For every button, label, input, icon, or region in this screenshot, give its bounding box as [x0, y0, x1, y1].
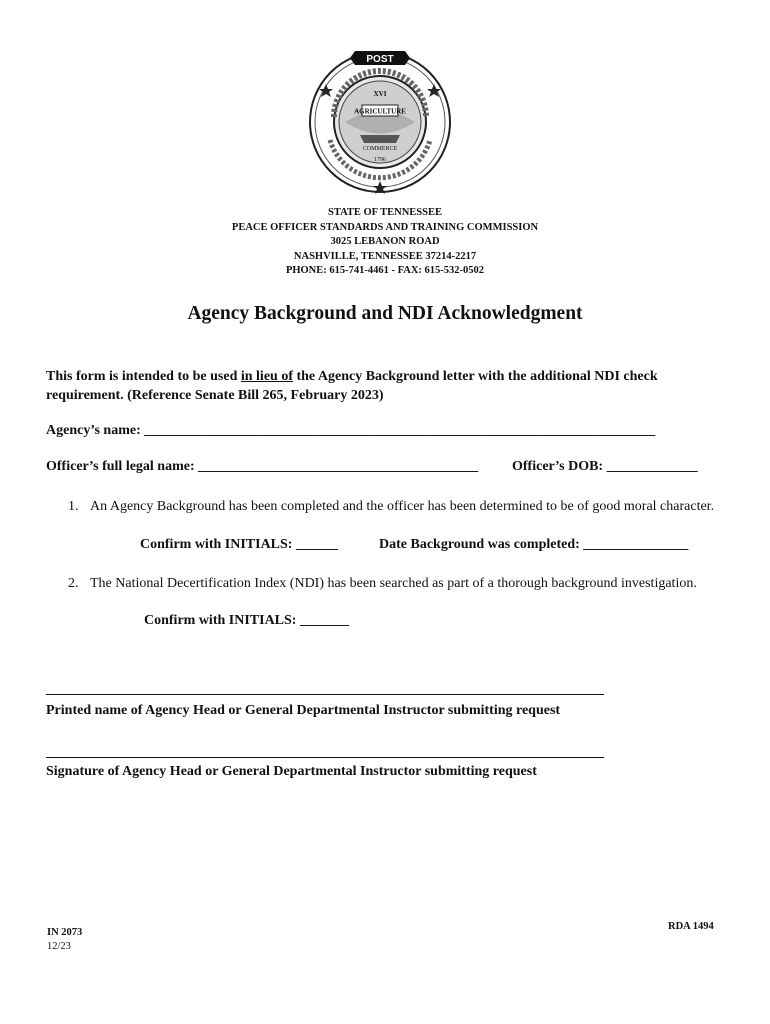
intro-text-start: This form is intended to be used: [46, 369, 241, 384]
item-text: An Agency Background has been completed and the officer has been determined to be of good moral character.: [90, 499, 715, 514]
tennessee-post-seal-icon: [300, 45, 460, 195]
confirm-initials-field[interactable]: Confirm with INITIALS: ______: [140, 537, 338, 552]
page-title: Agency Background and NDI Acknowledgment: [187, 303, 583, 324]
svg-text:1796: 1796: [374, 157, 386, 163]
printed-name-label: Printed name of Agency Head or General Departmental Instructor submitting request: [46, 703, 561, 718]
agency-header: [0, 206, 770, 279]
form-revision: 12/23: [47, 941, 71, 952]
item-text: The National Decertification Index (NDI) has been searched as part of a thorough background investigation.: [90, 576, 697, 591]
list-item: [68, 574, 728, 593]
svg-text:XVI: XVI: [373, 90, 387, 98]
svg-text:AGRICULTURE: AGRICULTURE: [354, 107, 406, 116]
list-item: [68, 497, 728, 516]
officer-dob-field[interactable]: Officer’s DOB: _____________: [512, 459, 698, 474]
commission-name: PEACE OFFICER STANDARDS AND TRAINING COMMISSION: [231, 221, 539, 233]
item-number: 2.: [68, 576, 79, 591]
form-code: IN 2073: [47, 927, 83, 938]
rda-code: RDA 1494: [668, 921, 714, 932]
intro-paragraph: [46, 367, 736, 405]
signature-label: Signature of Agency Head or General Departmental Instructor submitting request: [46, 764, 537, 779]
confirm-initials-field[interactable]: Confirm with INITIALS: _______: [144, 613, 349, 628]
phone-fax: PHONE: 615-741-4461 - FAX: 615-532-0502: [285, 265, 485, 276]
street-address: 3025 LEBANON ROAD: [330, 236, 440, 247]
background-date-field[interactable]: Date Background was completed: _______________: [379, 537, 689, 552]
intro-underlined-text: in lieu of: [240, 369, 293, 384]
item-number: 1.: [68, 499, 79, 514]
signature-line[interactable]: [46, 757, 604, 758]
seal-logo: [300, 45, 460, 195]
officer-name-field[interactable]: Officer’s full legal name: ________________________________________: [46, 459, 479, 474]
city-state-zip: NASHVILLE, TENNESSEE 37214-2217: [293, 250, 477, 262]
printed-name-line[interactable]: [46, 694, 604, 695]
svg-text:COMMERCE: COMMERCE: [362, 146, 398, 152]
state-name: STATE OF TENNESSEE: [328, 207, 442, 218]
agency-name-field[interactable]: Agency’s name: _________________________________________________________________________: [46, 423, 656, 438]
intro-text-end: the Agency Background letter with the additional NDI check requirement. (Reference Senate Bill 265, February 2023): [46, 369, 658, 403]
svg-text:POST: POST: [366, 54, 394, 65]
form-code-block: [47, 926, 82, 954]
